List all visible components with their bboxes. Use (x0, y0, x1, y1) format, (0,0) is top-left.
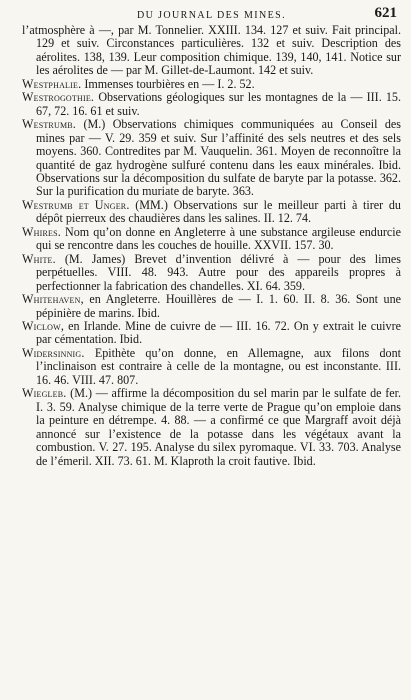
running-head: DU JOURNAL DES MINES. (136, 10, 287, 21)
index-entry (22, 293, 401, 320)
entry-headword: Whires. (22, 224, 61, 239)
index-entry (22, 387, 401, 468)
entry-headword: Widersinnig. (22, 345, 85, 360)
index-entry (22, 78, 401, 91)
index-entry (22, 320, 401, 347)
index-entry (22, 24, 401, 78)
index-entry (22, 118, 401, 199)
index-entries (22, 24, 401, 468)
index-entry (22, 347, 401, 387)
entry-headword: Wiclow, (22, 318, 65, 333)
entry-headword: Westrumb. (22, 117, 77, 132)
entry-headword: White. (22, 251, 56, 266)
index-entry (22, 91, 401, 118)
index-entry (22, 253, 401, 293)
entry-text: Immenses tourbières en — I. 2. 52. (84, 76, 255, 91)
index-entry (22, 199, 401, 226)
entry-headword: Westrogothie. (22, 90, 95, 105)
entry-text: Observations géologiques sur les montagnes de la — III. 15. 67, 72. 16. 61 et suiv. (36, 90, 401, 118)
index-entry (22, 226, 401, 253)
entry-headword: Whitehaven, (22, 292, 84, 307)
entry-text: (M. James) Brevet d’invention délivré à — pour des limes perpétuelles. VIII. 48. 943. Autre pour des appareils propres à perfectionner la fabrication des chandelles. XI. 64. 359. (36, 251, 401, 293)
entry-headword: Wiegleb. (22, 386, 67, 401)
entry-text: l’atmosphère à —, par M. Tonnelier. XXIII. 134. 127 et suiv. Fait principal. 129 et suiv. Circonstances particulières. 132 et suiv. Description des aérolites. 138, 139. Leur composition chimique. 139, 140, 141. Notice sur les aérolites de — par M. Gillet-de-Laumont. 142 et suiv. (22, 23, 401, 78)
entry-text: Nom qu’on donne en Angleterre à une substance argileuse endurcie qui se rencontre dans les couches de houille. XXVII. 157. 30. (36, 224, 401, 253)
entry-text: (M.) — affirme la décomposition du sel marin par le sulfate de fer. I. 3. 59. Analyse chimique de la terre verte de Prague qu’on emploie dans la peinture en détrempe. 4. 88. — a confirmé ce que Margraff avoit déjà annoncé sur l’existence de la potasse dans les végétaux avant la combustion. V. 27. 195. Analyse du silex pyromaque. VI. 33. 703. Analyse de l’émeril. XII. 73. 61. M. Klaproth la croit fautive. Ibid. (36, 386, 401, 468)
entry-headword: Westrumb et Unger. (22, 197, 130, 212)
page-number: 621 (374, 5, 397, 21)
page-header (22, 4, 401, 24)
entry-text: en Angleterre. Houillères de — I. 1. 60. II. 8. 36. Sont une pépinière de marins. Ibid. (36, 292, 401, 320)
entry-text: (MM.) Observations sur le meilleur parti à tirer du dépôt pierreux des chaudières dans les salines. II. 12. 74. (36, 197, 401, 226)
entry-text: en Irlande. Mine de cuivre de — III. 16. 72. On y extrait le cuivre par cémentation. Ibid. (36, 318, 401, 347)
entry-text: (M.) Observations chimiques communiquées au Conseil des mines par — V. 29. 359 et suiv. Sur l’affinité des sels neutres et des sels moyens. 360. Contredites par M. Vauquelin. 361. Moyen de reconnoître la quantité de gaz hydrogène sulfuré contenu dans les eaux minérales. Ibid. Observations sur la décomposition du sulfate de baryte par la potasse. 362. Sur la purification du muriate de baryte. 363. (36, 117, 401, 199)
entry-text: Epithète qu’on donne, en Allemagne, aux filons dont l’inclinaison est contraire à celle de la montagne, ou est inconstante. III. 16. 46. VIII. 47. 807. (36, 345, 401, 387)
entry-headword: Westphalie. (22, 76, 82, 91)
